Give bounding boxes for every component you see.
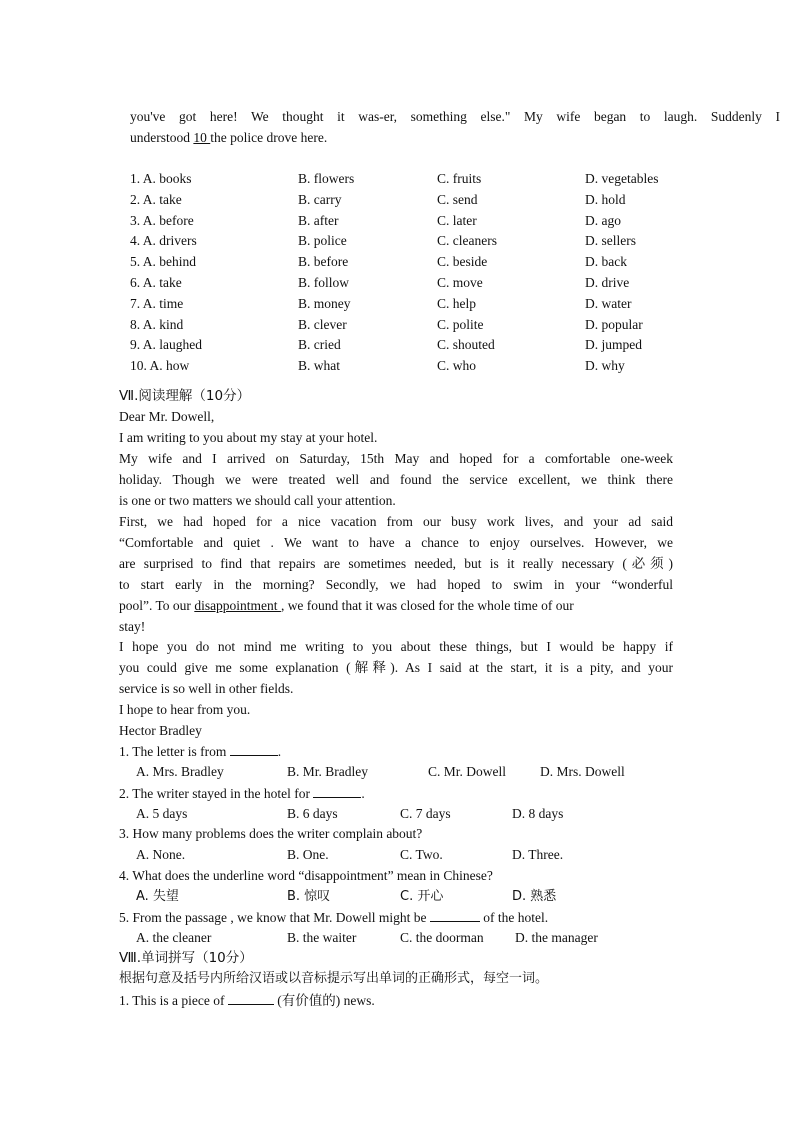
question-text: of the hotel.	[479, 910, 549, 925]
question-option-b[interactable]: B. 惊叹	[287, 888, 331, 904]
question-text: (有价值的) news.	[273, 993, 375, 1008]
question-option-c[interactable]: C. 开心	[400, 888, 444, 904]
question-option-d[interactable]: D. 熟悉	[512, 888, 557, 904]
cloze-option-c: C. polite	[437, 316, 484, 332]
cloze-option-a: 6. A. take	[130, 275, 182, 290]
spelling-question	[119, 990, 673, 1011]
cloze-option-d: D. drive	[585, 275, 630, 290]
cloze-option-a: 9. A. laughed	[130, 337, 202, 353]
question-stem	[119, 741, 673, 762]
letter-text: pool”. To our	[119, 598, 195, 613]
question-option-d[interactable]: D. 8 days	[512, 805, 564, 821]
cloze-option-c: C. beside	[437, 254, 488, 270]
question-stem	[119, 783, 673, 804]
cloze-option-b: B. before	[298, 254, 349, 270]
cloze-option-c: C. send	[437, 191, 478, 207]
cloze-option-a: 5. A. behind	[130, 254, 196, 270]
cloze-option-d: D. jumped	[585, 337, 642, 353]
letter-intro: I am writing to you about my stay at your hotel.	[119, 430, 378, 445]
question-option-a[interactable]: A. None.	[136, 847, 186, 862]
cloze-option-b: B. cried	[298, 337, 341, 353]
question-text: .	[361, 785, 365, 801]
letter-line: service is so well in other fields.	[119, 681, 294, 696]
letter-line: holiday. Though we were treated well and found the service excellent, we think there	[119, 472, 673, 487]
letter-line: “Comfortable and quiet . We want to have a chance to enjoy ourselves. However, we	[119, 535, 673, 550]
answer-blank[interactable]	[228, 990, 274, 1005]
cloze-option-d: D. ago	[585, 212, 621, 228]
cloze-option-c: C. later	[437, 212, 477, 228]
underlined-word: disappointment	[194, 598, 281, 613]
cloze-option-c: C. who	[437, 358, 477, 374]
cloze-option-b: B. police	[298, 233, 347, 249]
cloze-option-d: D. water	[585, 295, 632, 311]
question-stem	[119, 866, 673, 886]
question-text: 5. From the passage , we know that Mr. Dowell might be	[119, 910, 430, 925]
cloze-option-c: C. fruits	[437, 171, 482, 186]
cloze-option-b: B. money	[298, 295, 351, 311]
blank-number: 10	[193, 130, 211, 145]
cloze-option-d: D. sellers	[585, 233, 636, 249]
letter-line: are surprised to find that repairs are sometimes needed, but is it really necessary (必须)	[119, 556, 673, 571]
question-option-c[interactable]: C. 7 days	[400, 805, 451, 821]
letter-text: , we found that it was closed for the whole time of our	[280, 598, 574, 613]
cloze-option-a: 3. A. before	[130, 212, 194, 228]
question-text: 2. The writer stayed in the hotel for	[119, 785, 314, 801]
cloze-option-a: 2. A. take	[130, 191, 182, 207]
cloze-option-a: 7. A. time	[130, 295, 184, 311]
question-option-b[interactable]: B. One.	[287, 847, 329, 862]
cloze-option-c: C. cleaners	[437, 233, 497, 249]
letter-line: stay!	[119, 619, 146, 634]
section-title: Ⅷ.单词拼写（10分）	[119, 950, 253, 966]
letter-line: to start early in the morning? Secondly, we had hoped to swim in your “wonderful	[119, 577, 673, 592]
question-option-c[interactable]: C. Two.	[400, 847, 443, 862]
cloze-option-b: B. after	[298, 212, 339, 228]
letter-line: First, we had hoped for a nice vacation from our busy work lives, and your ad said	[119, 514, 673, 529]
cloze-option-d: D. back	[585, 254, 627, 270]
letter-line: My wife and I arrived on Saturday, 15th May and hoped for a comfortable one-week	[119, 451, 673, 466]
cloze-option-b: B. carry	[298, 191, 342, 207]
answer-blank[interactable]	[313, 783, 361, 798]
question-option-a[interactable]: A. 5 days	[136, 805, 188, 821]
cloze-option-b: B. what	[298, 358, 340, 374]
passage-line	[130, 128, 684, 148]
cloze-option-d: D. hold	[585, 191, 626, 207]
cloze-option-a: 4. A. drivers	[130, 233, 197, 249]
letter-signature: Hector Bradley	[119, 723, 202, 738]
cloze-option-b: B. follow	[298, 275, 350, 290]
section-instruction: 根据句意及括号内所给汉语或以音标提示写出单词的正确形式，每空一词。	[119, 971, 549, 986]
section-title: Ⅶ.阅读理解（10分）	[119, 388, 251, 404]
cloze-option-c: C. help	[437, 295, 476, 311]
cloze-option-c: C. shouted	[437, 337, 495, 353]
question-option-b[interactable]: B. the waiter	[287, 930, 357, 945]
answer-blank[interactable]	[430, 907, 480, 922]
cloze-option-d: D. popular	[585, 316, 643, 332]
question-option-a[interactable]: A. 失望	[136, 888, 179, 904]
question-option-a[interactable]: A. the cleaner	[136, 930, 212, 945]
question-option-b[interactable]: B. Mr. Bradley	[287, 764, 368, 779]
question-option-b[interactable]: B. 6 days	[287, 805, 338, 821]
question-text: 1. The letter is from	[119, 744, 230, 759]
cloze-option-a: 1. A. books	[130, 171, 192, 186]
passage-text: understood	[130, 130, 194, 145]
question-stem	[119, 824, 673, 844]
question-option-a[interactable]: A. Mrs. Bradley	[136, 764, 224, 779]
letter-closing: I hope to hear from you.	[119, 702, 251, 717]
passage-line: you've got here! We thought it was-er, something else." My wife began to laugh. Suddenly I	[130, 109, 780, 124]
question-option-d[interactable]: D. the manager	[515, 930, 598, 945]
letter-salutation: Dear Mr. Dowell,	[119, 409, 215, 424]
letter-line: you could give me some explanation (解释). As I said at the start, it is a pity, and your	[119, 660, 673, 675]
question-option-c[interactable]: C. Mr. Dowell	[428, 764, 507, 779]
letter-line: I hope you do not mind me writing to you about these things, but I would be happy if	[119, 639, 673, 654]
cloze-option-d: D. why	[585, 358, 625, 374]
question-text: 1. This is a piece of	[119, 993, 228, 1008]
cloze-option-d: D. vegetables	[585, 171, 659, 186]
question-text: 4. What does the underline word “disappointment” mean in Chinese?	[119, 867, 493, 883]
cloze-option-a: 10. A. how	[130, 358, 190, 374]
question-option-d[interactable]: D. Three.	[512, 847, 564, 862]
question-option-c[interactable]: C. the doorman	[400, 930, 484, 945]
cloze-option-b: B. clever	[298, 316, 347, 332]
question-text: .	[277, 744, 282, 759]
cloze-option-a: 8. A. kind	[130, 316, 184, 332]
letter-line: is one or two matters we should call your attention.	[119, 493, 396, 508]
question-option-d[interactable]: D. Mrs. Dowell	[540, 764, 625, 779]
cloze-option-b: B. flowers	[298, 171, 355, 186]
answer-blank[interactable]	[230, 741, 278, 756]
cloze-option-c: C. move	[437, 275, 483, 290]
question-text: 3. How many problems does the writer complain about?	[119, 826, 423, 841]
letter-line	[119, 596, 673, 616]
passage-text: the police drove here.	[210, 130, 328, 145]
question-stem	[119, 907, 673, 928]
